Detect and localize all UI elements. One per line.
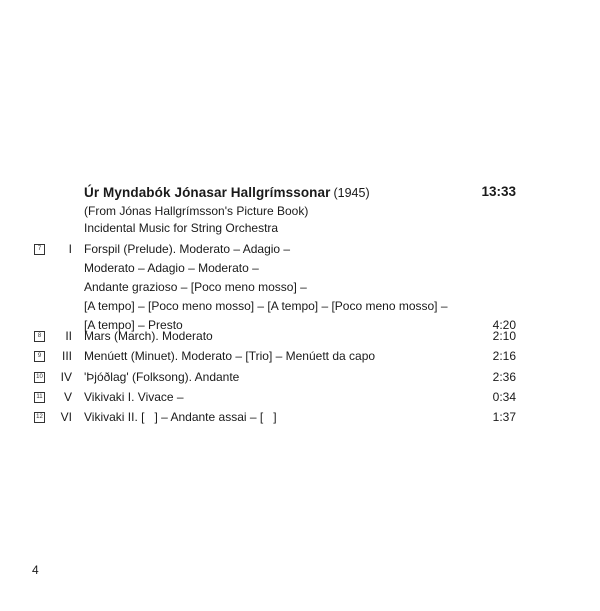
- movement-line: [A tempo] – [Poco meno mosso] – [A tempo] – [Poco meno mosso] –: [84, 299, 448, 313]
- track-duration: 1:37: [492, 410, 516, 424]
- track-number-box: 11: [34, 392, 45, 403]
- movement-numeral: III: [61, 349, 72, 363]
- movement-numeral: I: [68, 242, 72, 256]
- movement-numeral: II: [65, 329, 72, 343]
- track-number-box: 7: [34, 244, 45, 255]
- track-number-box: 12: [34, 412, 45, 423]
- track-duration: 2:10: [492, 329, 516, 343]
- movement-line: Vikivaki I. Vivace –: [84, 390, 184, 404]
- movement-numeral: VI: [60, 410, 72, 424]
- track-duration: 2:16: [492, 349, 516, 363]
- movement-line: Vikivaki II. [ ] – Andante assai – [ ]: [84, 410, 277, 424]
- work-total-time: 13:33: [481, 184, 516, 199]
- track-row: [34, 240, 516, 332]
- movement-line: Forspil (Prelude). Moderato – Adagio –: [84, 242, 291, 256]
- track-row: [34, 388, 516, 407]
- movement-line: Andante grazioso – [Poco meno mosso] –: [84, 280, 307, 294]
- page-number: 4: [32, 563, 39, 577]
- movement-numeral: IV: [60, 370, 72, 384]
- movement-numeral: V: [63, 390, 72, 404]
- work-subtitle: (From Jónas Hallgrímsson's Picture Book): [84, 204, 309, 218]
- work-description: Incidental Music for String Orchestra: [84, 221, 279, 235]
- movement-line: Moderato – Adagio – Moderato –: [84, 261, 259, 275]
- movement-description: [84, 327, 472, 346]
- track-number-box: 9: [34, 351, 45, 362]
- work-title: Úr Myndabók Jónasar Hallgrímssonar: [84, 185, 331, 200]
- movement-line: Mars (March). Moderato: [84, 329, 213, 343]
- movement-description: [84, 388, 472, 407]
- movement-line: [A tempo] – Presto: [84, 318, 183, 332]
- track-duration: 0:34: [492, 390, 516, 404]
- work-heading: [84, 184, 516, 204]
- movement-description: [84, 240, 472, 335]
- track-row: [34, 347, 516, 366]
- movement-description: [84, 347, 472, 366]
- track-number-box: 8: [34, 331, 45, 342]
- movement-description: [84, 368, 472, 387]
- track-row: [34, 408, 516, 427]
- track-row: [34, 368, 516, 387]
- track-number-box: 10: [34, 372, 45, 383]
- track-row: [34, 327, 516, 346]
- movement-description: [84, 408, 472, 427]
- movement-line: Menúett (Minuet). Moderato – [Trio] – Menúett da capo: [84, 349, 376, 363]
- track-duration: 4:20: [492, 318, 516, 332]
- movement-line: 'Þjóðlag' (Folksong). Andante: [84, 370, 240, 384]
- work-year: (1945): [333, 186, 370, 200]
- track-duration: 2:36: [492, 370, 516, 384]
